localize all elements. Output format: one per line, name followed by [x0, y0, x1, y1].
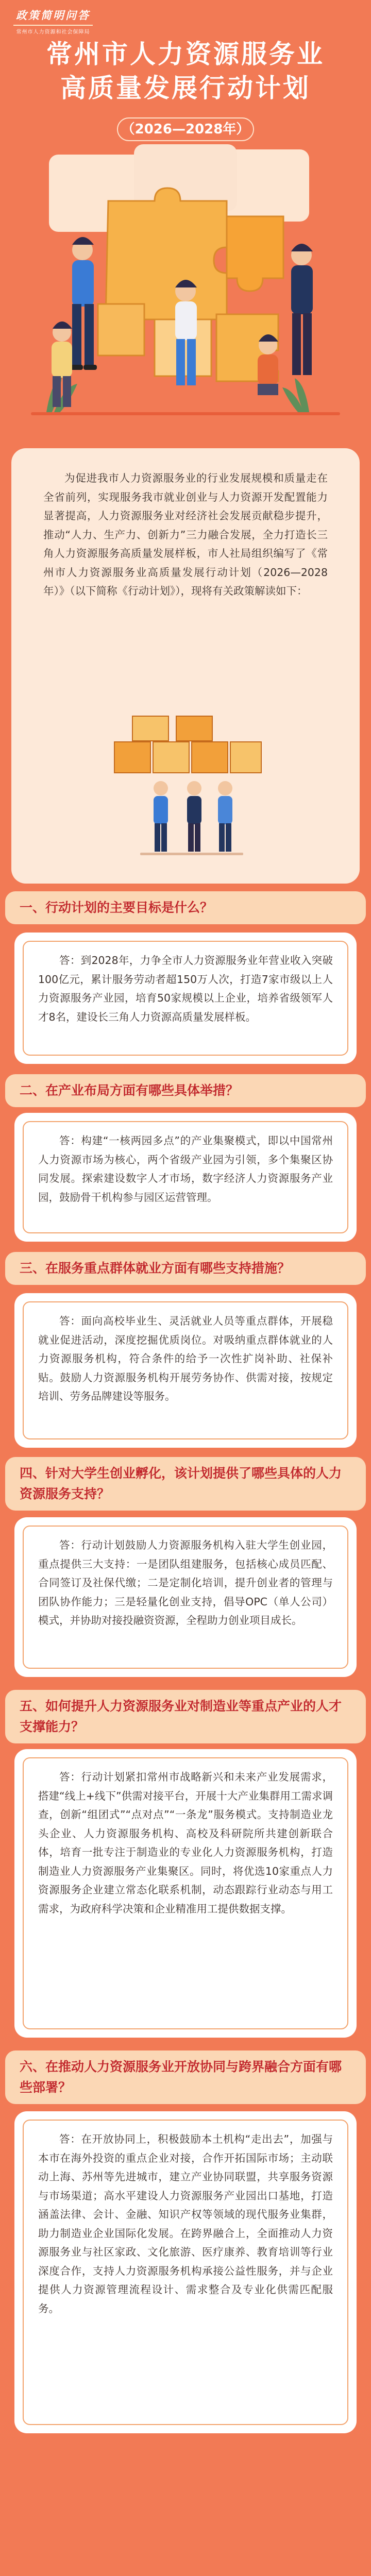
question-heading-2: 二、在产业布局方面有哪些具体举措？ [5, 1074, 366, 1107]
answer-text-1: 答：到2028年，力争全市人力资源服务业年营业收入突破100亿元，累计服务劳动者超150万人次，打造7家市级以上人力资源服务产业园，培育50家规模以上企业，培养省级领军人才8名，建设长三角人力资源高质量发展样板。 [38, 954, 333, 1023]
question-heading-5: 五、如何提升人力资源服务业对制造业等重点产业的人才支撑能力？ [5, 1690, 366, 1743]
person-left-bottom [52, 321, 72, 407]
policy-qa-badge [9, 7, 97, 38]
answer-text-2: 答：构建“一核两园多点”的产业集聚模式，即以中国常州人力资源市场为核心，两个省级产业园为引领，多个集聚区协同发展。探索建设数字人才市场，数字经济人力资源服务产业园，鼓励骨干机构参与园区运营管理。 [38, 1134, 333, 1204]
header-banner [0, 0, 371, 443]
answer-text-6: 答：在开放协同上，积极鼓励本土机构“走出去”，加强与本市在海外投资的重点企业对接，合作开拓国际市场；主动联动上海、苏州等先进城市，建立产业协同联盟，共享服务资源与市场渠道；高水平建设人力资源服务产业园出口基地，打造涵盖法律、会计、金融、知识产权等领域的现代服务业集群，助力制造业企业国际化发展。在跨界融合上，全面推动人力资源服务业与社区家政、文化旅游、医疗康养、教育培训等行业深度合作，支持人力资源服务机构承接公益性服务，并与企业提供人力资源管理流程设计、需求整合及专业化供需匹配服务。 [38, 2133, 333, 2315]
answer-box-3 [14, 1293, 357, 1448]
intro-panel [11, 448, 360, 884]
answer-text-3: 答：面向高校毕业生、灵活就业人员等重点群体，开展稳就业促进活动，深度挖掘优质岗位。对吸纳重点群体就业的人力资源服务机构，符合条件的给予一次性扩岗补助、社保补贴。鼓励人力资源服务机构开展劳务协作、供需对接，按规定培训、劳务品牌建设等服务。 [38, 1315, 333, 1402]
question-heading-3: 三、在服务重点群体就业方面有哪些支持措施？ [5, 1252, 366, 1285]
year-range-pill: （2026—2028年） [117, 117, 254, 141]
person-right [291, 244, 313, 375]
person-left [70, 237, 97, 370]
title-line-1: 常州市人力资源服务业 [46, 39, 325, 69]
question-heading-1: 一、行动计划的主要目标是什么？ [5, 891, 366, 924]
answer-box-6 [14, 2111, 357, 2433]
badge-title: 政策简明问答 [16, 9, 90, 22]
question-heading-6: 六、在推动人力资源服务业开放协同与跨界融合方面有哪些部署？ [5, 2050, 366, 2104]
intro-paragraph: 为促进我市人力资源服务业的行业发展规模和质量走在全省前列，实现服务我市就业创业与人力资源开发配置能力显著提高，人力资源服务业对经济社会发展贡献稳步提升，推动“人力、生产力、创新力”三力融合发展，全力打造长三角人力资源服务高质量发展样板，市人社局组织编写了《常州市人力资源服务业高质量发展行动计划（2026—2028年）》（以下简称《行动计划》），现将有关政策解读如下： [43, 472, 328, 597]
question-heading-4: 四、针对大学生创业孵化，该计划提供了哪些具体的人力资源服务支持？ [5, 1457, 366, 1511]
answer-box-2 [14, 1113, 357, 1242]
teamwork-puzzle-illustration [83, 706, 290, 860]
title-line-2: 高质量发展行动计划 [60, 73, 311, 103]
answer-box-4 [14, 1517, 357, 1677]
badge-subtitle: 常州市人力资源和社会保障局 [16, 29, 90, 35]
page-title [0, 37, 371, 105]
person-right-kneel [258, 334, 278, 395]
badge-divider [13, 25, 93, 26]
answer-box-5 [14, 1749, 357, 2038]
answer-text-4: 答：行动计划鼓励人力资源服务机构入驻大学生创业园，重点提供三大支持：一是团队组建服务，包括核心成员匹配、合同签订及社保代缴；二是定制化培训，提升创业者的管理与团队协作能力；三是轻量化创业支持，倡导OPC（单人公司）模式，并协助对接投融资资源，全程助力创业项目成长。 [38, 1539, 333, 1626]
answer-box-1 [14, 933, 357, 1064]
puzzle-team-illustration [0, 144, 371, 433]
answer-text-5: 答：行动计划紧扣常州市战略新兴和未来产业发展需求，搭建“线上+线下”供需对接平台，开展十大产业集群用工需求调查，创新“组团式”“点对点”“一条龙”服务模式。支持制造业龙头企业、人力资源服务机构、高校及科研院所共建创新联合体，培育一批专注于制造业的专业化人力资源服务机构，打造制造业人力资源服务产业集聚区。同时，将优选10家重点人力资源服务企业建立常态化联系机制，动态跟踪行业动态与用工需求，为政府科学决策和企业精准用工提供数据支撑。 [38, 1771, 333, 1915]
